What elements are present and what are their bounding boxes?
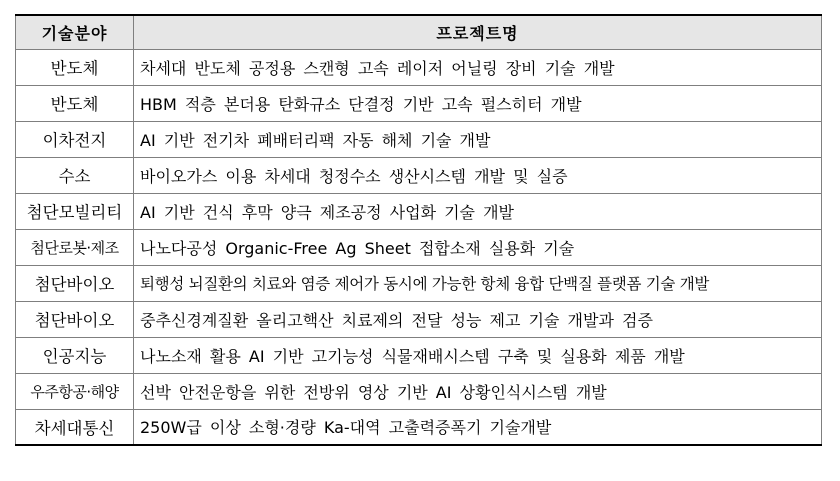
project-cell: 바이오가스 이용 차세대 청정수소 생산시스템 개발 및 실증 <box>134 157 822 193</box>
table-body <box>16 49 822 445</box>
table-row <box>16 337 822 373</box>
table-row <box>16 193 822 229</box>
field-cell: 첨단바이오 <box>16 265 134 301</box>
field-cell: 수소 <box>16 157 134 193</box>
header-row <box>16 15 822 49</box>
field-cell: 차세대통신 <box>16 409 134 445</box>
project-cell: 선박 안전운항을 위한 전방위 영상 기반 AI 상황인식시스템 개발 <box>134 373 822 409</box>
project-cell: 중추신경계질환 올리고핵산 치료제의 전달 성능 제고 기술 개발과 검증 <box>134 301 822 337</box>
table-row <box>16 49 822 85</box>
header-field: 기술분야 <box>16 15 134 49</box>
field-cell: 첨단모빌리티 <box>16 193 134 229</box>
table-row <box>16 229 822 265</box>
project-cell: 250W급 이상 소형·경량 Ka-대역 고출력증폭기 기술개발 <box>134 409 822 445</box>
table-row <box>16 157 822 193</box>
field-cell: 반도체 <box>16 85 134 121</box>
project-cell: AI 기반 전기차 폐배터리팩 자동 해체 기술 개발 <box>134 121 822 157</box>
project-cell: 퇴행성 뇌질환의 치료와 염증 제어가 동시에 가능한 항체 융합 단백질 플랫폼 기술 개발 <box>134 265 822 301</box>
field-cell: 이차전지 <box>16 121 134 157</box>
field-cell: 첨단로봇·제조 <box>16 229 134 265</box>
table-row <box>16 409 822 445</box>
field-cell: 우주항공·해양 <box>16 373 134 409</box>
table-row <box>16 121 822 157</box>
table-row <box>16 373 822 409</box>
table-row <box>16 301 822 337</box>
header-project: 프로젝트명 <box>134 15 822 49</box>
document-body <box>15 14 821 446</box>
field-cell: 반도체 <box>16 49 134 85</box>
project-cell: 차세대 반도체 공정용 스캔형 고속 레이저 어닐링 장비 기술 개발 <box>134 49 822 85</box>
table-header <box>16 15 822 49</box>
project-cell: 나노소재 활용 AI 기반 고기능성 식물재배시스템 구축 및 실용화 제품 개발 <box>134 337 822 373</box>
field-cell: 인공지능 <box>16 337 134 373</box>
project-cell: AI 기반 건식 후막 양극 제조공정 사업화 기술 개발 <box>134 193 822 229</box>
table-row <box>16 85 822 121</box>
field-cell: 첨단바이오 <box>16 301 134 337</box>
project-cell: HBM 적층 본더용 탄화규소 단결정 기반 고속 펄스히터 개발 <box>134 85 822 121</box>
table-row <box>16 265 822 301</box>
project-table <box>15 14 822 446</box>
project-cell: 나노다공성 Organic-Free Ag Sheet 접합소재 실용화 기술 <box>134 229 822 265</box>
